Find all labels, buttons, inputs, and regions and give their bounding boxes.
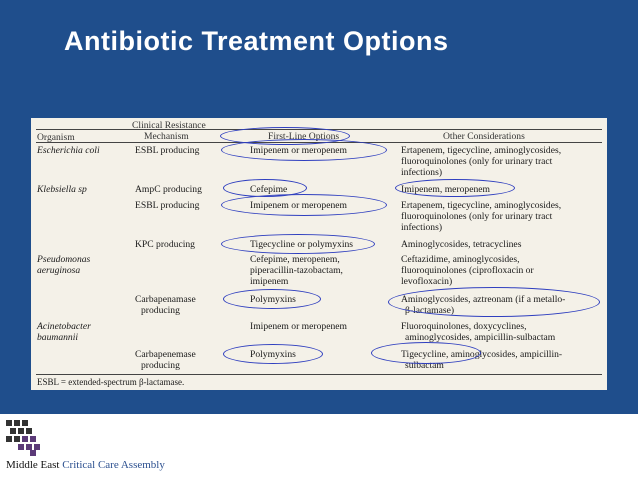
header-first-line: First-Line Options	[268, 131, 340, 142]
organism-label: Escherichia coli	[37, 145, 100, 156]
other-consideration-line: Imipenem, meropenem	[401, 184, 490, 195]
other-consideration-line: levofloxacin)	[401, 276, 453, 287]
other-consideration-line: Ertapenem, tigecycline, aminoglycosides,	[401, 145, 562, 156]
other-consideration-line: Ceftazidime, aminoglycosides,	[401, 254, 520, 265]
first-line-option: Imipenem or meropenem	[250, 145, 347, 156]
table-bottom-rule	[36, 374, 602, 375]
annotation-oval	[221, 234, 375, 254]
other-consideration-line: Aminoglycosides, aztreonam (if a metallo-	[401, 294, 566, 305]
annotation-oval	[221, 139, 387, 161]
organization-name-part2: Critical Care Assembly	[62, 459, 165, 471]
other-consideration-line: fluoroquinolones (only for urinary tract	[401, 211, 553, 222]
mechanism-label: ESBL producing	[135, 200, 200, 211]
other-consideration-line: fluoroquinolones (ciprofloxacin or	[401, 265, 534, 276]
organization-logo	[6, 420, 206, 476]
annotation-oval	[221, 194, 387, 216]
mechanism-label: AmpC producing	[135, 184, 202, 195]
antibiotic-table	[31, 118, 607, 390]
slide-title: Antibiotic Treatment Options	[64, 26, 449, 56]
first-line-option: Tigecycline or polymyxins	[250, 239, 354, 250]
other-consideration-line: infections)	[401, 222, 443, 233]
first-line-option: Polymyxins	[250, 349, 296, 360]
mechanism-label: KPC producing	[135, 239, 195, 250]
organism-label: Pseudomonas	[37, 254, 91, 265]
annotation-oval	[223, 289, 321, 309]
other-consideration-line: Ertapenem, tigecycline, aminoglycosides,	[401, 200, 562, 211]
header-mechanism-line2: Mechanism	[144, 131, 189, 142]
annotation-oval	[395, 179, 515, 197]
mechanism-label: Carbapenemase	[135, 349, 196, 360]
annotation-oval	[223, 344, 323, 364]
annotation-oval	[371, 342, 481, 364]
first-line-option: Imipenem or meropenem	[250, 200, 347, 211]
header-other: Other Considerations	[443, 131, 525, 142]
annotation-oval	[388, 287, 600, 317]
other-consideration-line: infections)	[401, 167, 443, 178]
first-line-option: Cefepime	[250, 184, 288, 195]
first-line-option: Imipenem or meropenem	[250, 321, 347, 332]
mechanism-label: ESBL producing	[135, 145, 200, 156]
organism-label: baumannii	[37, 332, 79, 343]
logo-mark	[6, 420, 42, 456]
other-consideration-line: sulbactam	[405, 360, 444, 371]
other-consideration-line: β-lactamase)	[405, 305, 455, 316]
other-consideration-line: Aminoglycosides, tetracyclines	[401, 239, 522, 250]
organism-label: Klebsiella sp	[37, 184, 87, 195]
other-consideration-line: aminoglycosides, ampicillin-sulbactam	[405, 332, 556, 343]
other-consideration-line: Fluoroquinolones, doxycyclines,	[401, 321, 527, 332]
organism-label: Acinetobacter	[37, 321, 91, 332]
header-organism: Organism	[37, 132, 75, 143]
mechanism-label: producing	[141, 305, 180, 316]
first-line-option: Cefepime, meropenem,	[250, 254, 340, 265]
first-line-option: Polymyxins	[250, 294, 296, 305]
organization-name-part1: Middle East	[6, 459, 60, 471]
other-consideration-line: fluoroquinolones (only for urinary tract	[401, 156, 553, 167]
organism-label: aeruginosa	[37, 265, 81, 276]
first-line-option: piperacillin-tazobactam,	[250, 265, 343, 276]
header-mechanism-line1: Clinical Resistance	[132, 120, 206, 131]
other-consideration-line: Tigecycline, aminoglycosides, ampicillin-	[401, 349, 563, 360]
mechanism-label: Carbapenamase	[135, 294, 196, 305]
first-line-option: imipenem	[250, 276, 289, 287]
table-footnote: ESBL = extended-spectrum β-lactamase.	[37, 377, 185, 387]
organization-name	[6, 459, 165, 471]
mechanism-label: producing	[141, 360, 180, 371]
